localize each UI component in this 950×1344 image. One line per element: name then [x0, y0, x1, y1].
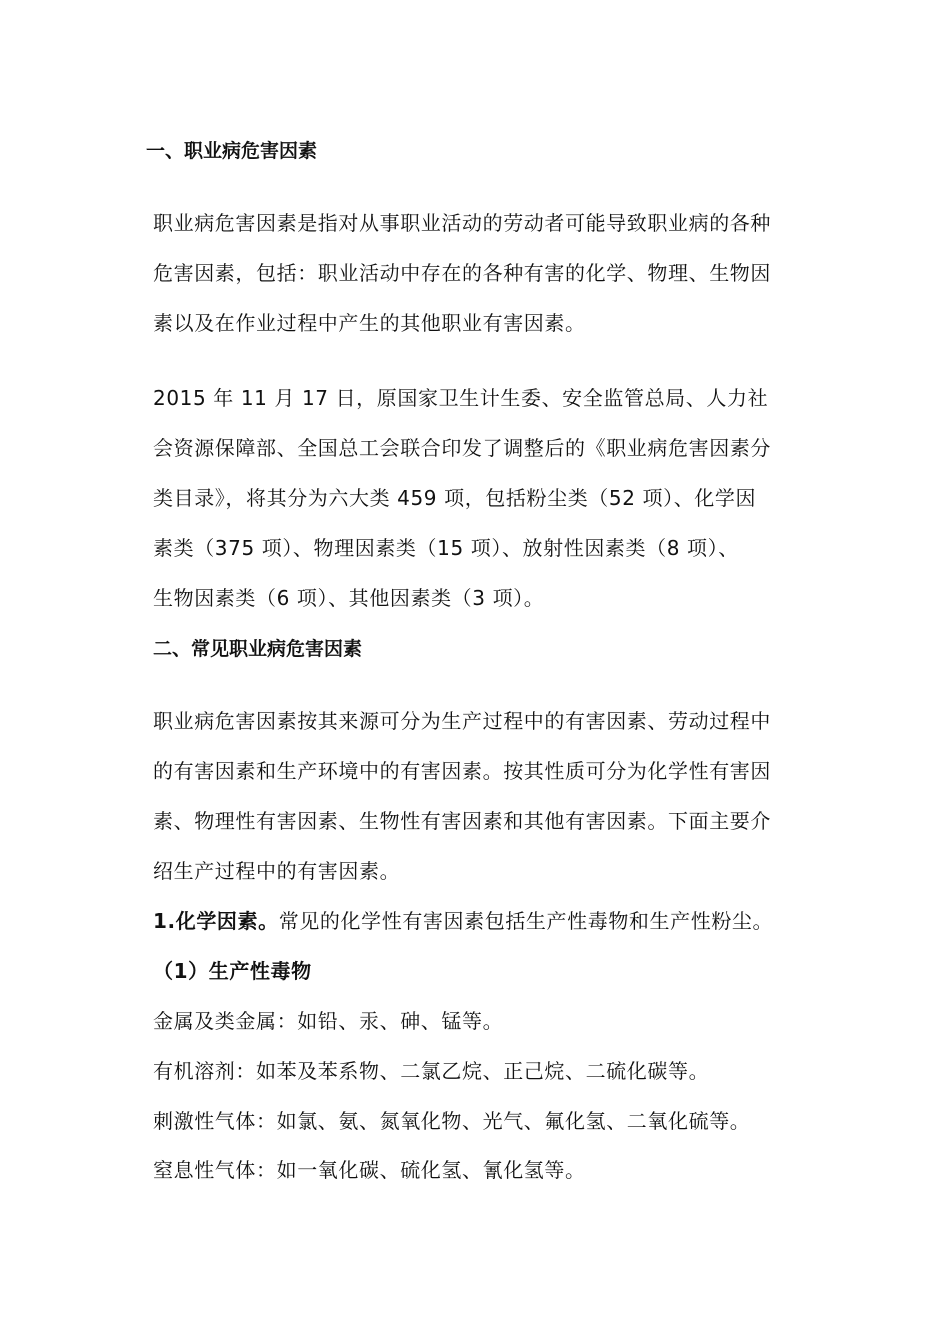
section-2-heading: 二、常见职业病危害因素 [153, 638, 363, 660]
text-line: 绍生产过程中的有害因素。 [153, 859, 401, 883]
list-item: 有机溶剂：如苯及苯系物、二氯乙烷、正己烷、二硫化碳等。 [153, 1059, 710, 1083]
text-line: 危害因素，包括：职业活动中存在的各种有害的化学、物理、生物因 [153, 261, 771, 285]
section-2-paragraph-1 [153, 696, 813, 896]
section-1-paragraph-2 [153, 373, 813, 623]
list-item: 窒息性气体：如一氧化碳、硫化氢、氰化氢等。 [153, 1158, 586, 1182]
text-line: 职业病危害因素按其来源可分为生产过程中的有害因素、劳动过程中 [153, 709, 771, 733]
text-line: 会资源保障部、全国总工会联合印发了调整后的《职业病危害因素分 [153, 436, 771, 460]
text-line: 的有害因素和生产环境中的有害因素。按其性质可分为化学性有害因 [153, 759, 771, 783]
chemical-factors-line [153, 906, 773, 936]
text-line: 素、物理性有害因素、生物性有害因素和其他有害因素。下面主要介 [153, 809, 771, 833]
section-1-paragraph-1 [153, 198, 813, 348]
text-line: 素以及在作业过程中产生的其他职业有害因素。 [153, 311, 586, 335]
text-line: 类目录》，将其分为六大类 459 项，包括粉尘类（52 项）、化学因 [153, 486, 757, 510]
text-line: 职业病危害因素是指对从事职业活动的劳动者可能导致职业病的各种 [153, 211, 771, 235]
list-item: 刺激性气体：如氯、氨、氮氧化物、光气、氟化氢、二氧化硫等。 [153, 1109, 751, 1133]
toxicant-subheading: （1）生产性毒物 [153, 959, 312, 983]
section-1-heading: 一、职业病危害因素 [146, 140, 318, 162]
list-item: 金属及类金属：如铅、汞、砷、锰等。 [153, 1009, 504, 1033]
chemical-factors-label: 1.化学因素。 [153, 909, 279, 933]
text-line: 素类（375 项）、物理因素类（15 项）、放射性因素类（8 项）、 [153, 536, 739, 560]
chemical-factors-text: 常见的化学性有害因素包括生产性毒物和生产性粉尘。 [278, 909, 774, 933]
text-line: 2015 年 11 月 17 日，原国家卫生计生委、安全监管总局、人力社 [153, 386, 769, 410]
text-line: 生物因素类（6 项）、其他因素类（3 项）。 [153, 586, 545, 610]
